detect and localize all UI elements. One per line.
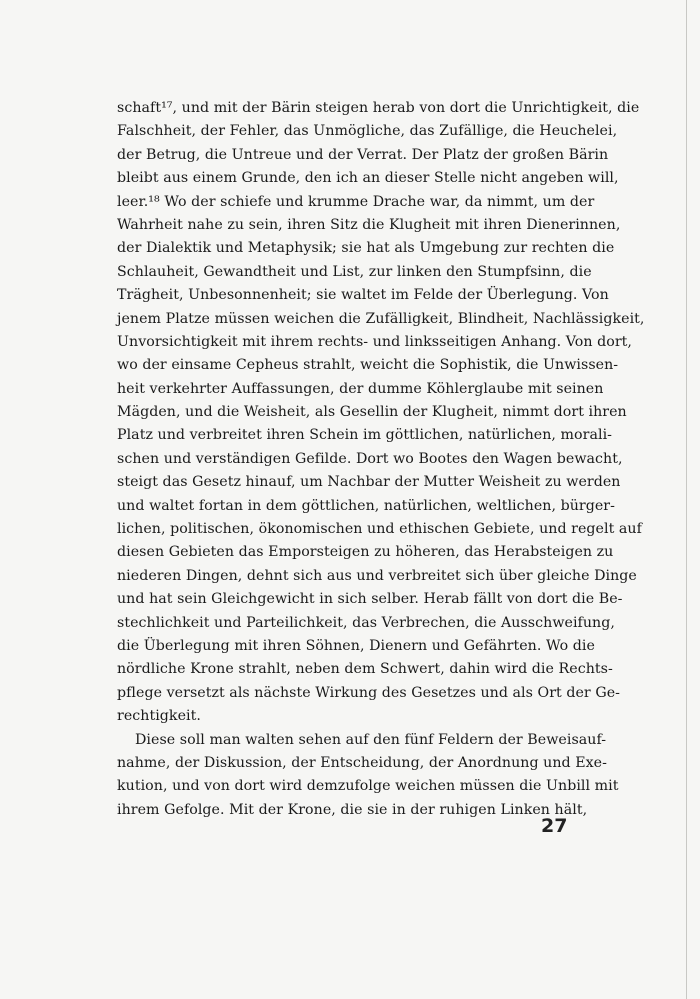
text-line: bleibt aus einem Grunde, den ich an dieser Stelle nicht angeben will, [117,170,619,187]
text-line: die Überlegung mit ihren Söhnen, Dienern und Gefährten. Wo die [117,637,595,654]
text-line: leer.¹⁸ Wo der schiefe und krumme Drache war, da nimmt, um der [117,193,595,210]
text-line: wo der einsame Cepheus strahlt, weicht die Sophistik, die Unwissen- [117,357,619,374]
text-line: lichen, politischen, ökonomischen und ethischen Gebiete, und regelt auf [117,521,642,538]
text-line: Falschheit, der Fehler, das Unmögliche, das Zufällige, die Heuchelei, [117,123,618,140]
text-line: nördliche Krone strahlt, neben dem Schwert, dahin wird die Rechts- [117,661,613,678]
body-text [117,97,645,822]
paragraph-2 [117,729,619,823]
text-line: stechlichkeit und Parteilichkeit, das Verbrechen, die Ausschweifung, [117,614,615,631]
text-line: steigt das Gesetz hinauf, um Nachbar der Mutter Weisheit zu werden [117,474,621,491]
text-line: Wahrheit nahe zu sein, ihren Sitz die Klugheit mit ihren Dienerinnen, [117,216,621,233]
text-line: niederen Dingen, dehnt sich aus und verbreitet sich über gleiche Dinge [117,567,637,584]
text-line: Mägden, und die Weisheit, als Gesellin der Klugheit, nimmt dort ihren [117,404,627,421]
text-line: kution, und von dort wird demzufolge weichen müssen die Unbill mit [117,778,619,795]
text-line: schaft¹⁷, und mit der Bärin steigen herab von dort die Unrichtigkeit, die [117,100,640,116]
text-line: Platz und verbreitet ihren Schein im göttlichen, natürlichen, morali- [117,427,612,444]
text-line: schen und verständigen Gefilde. Dort wo Bootes den Wagen bewacht, [117,450,623,467]
text-line: und hat sein Gleichgewicht in sich selber. Herab fällt von dort die Be- [117,591,623,608]
text-line: und waltet fortan in dem göttlichen, natürlichen, weltlichen, bürger- [117,497,615,514]
text-line: Trägheit, Unbesonnenheit; sie waltet im Felde der Überlegung. Von [117,287,609,304]
text-line: Unvorsichtigkeit mit ihrem rechts- und linksseitigen Anhang. Von dort, [117,333,632,350]
text-line: heit verkehrter Auffassungen, der dumme Köhlerglaube mit seinen [117,380,604,397]
text-line: der Betrug, die Untreue und der Verrat. Der Platz der großen Bärin [117,146,609,163]
page-number: 27 [541,815,568,837]
text-line: nahme, der Diskussion, der Entscheidung, der Anordnung und Exe- [117,754,607,771]
text-line: diesen Gebieten das Emporsteigen zu höheren, das Herabsteigen zu [117,544,614,561]
page-edge-divider [686,0,687,999]
text-line: Diese soll man walten sehen auf den fünf Feldern der Beweisauf- [135,731,607,748]
text-line: pflege versetzt als nächste Wirkung des Gesetzes und als Ort der Ge- [117,684,620,701]
text-line: Schlauheit, Gewandtheit und List, zur linken den Stumpfsinn, die [117,263,592,280]
text-line: der Dialektik und Metaphysik; sie hat als Umgebung zur rechten die [117,240,615,257]
text-line: jenem Platze müssen weichen die Zufälligkeit, Blindheit, Nachlässigkeit, [117,310,645,327]
text-line: rechtigkeit. [117,708,201,725]
paragraph-1 [117,97,645,729]
text-line: ihrem Gefolge. Mit der Krone, die sie in der ruhigen Linken hält, [117,801,588,818]
